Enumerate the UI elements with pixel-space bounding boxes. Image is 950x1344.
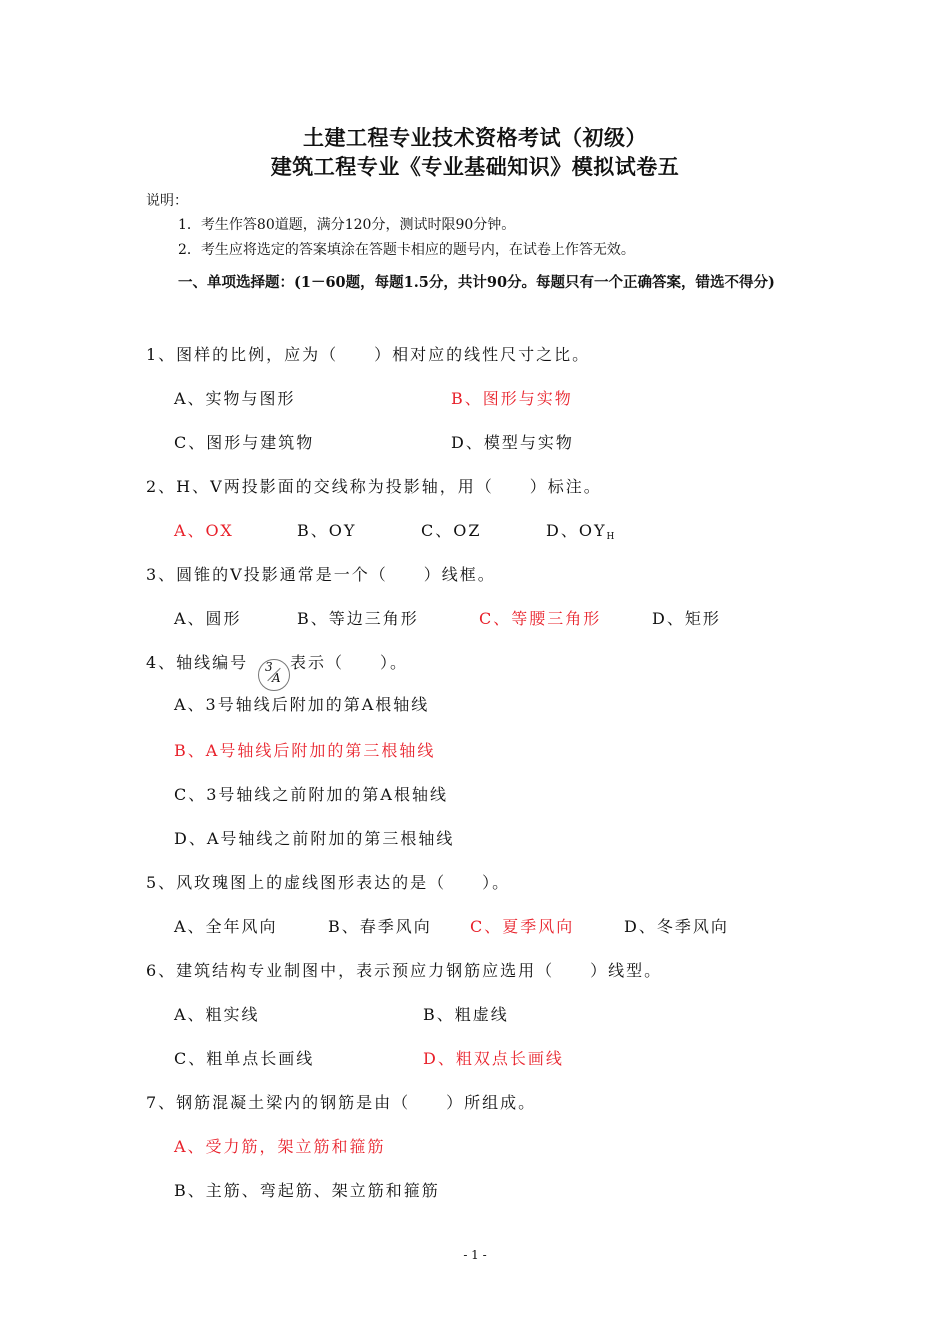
axis-symbol-number: 3 (265, 660, 273, 674)
question-7-option-a: A、受力筋，架立筋和箍筋 (174, 1137, 386, 1156)
exam-subtitle: 建筑工程专业《专业基础知识》模拟试卷五 (270, 154, 680, 179)
note-item: 1．考生作答80道题，满分120分，测试时限90分钟。 (178, 217, 516, 233)
question-6-option-c: C、粗单点长画线 (174, 1049, 315, 1068)
page-number: - 1 - (463, 1248, 487, 1262)
question-7-option-b: B、主筋、弯起筋、架立筋和箍筋 (174, 1181, 440, 1200)
question-1-option-c: C、图形与建筑物 (174, 433, 315, 452)
question-4-option-a: A、3号轴线后附加的第A根轴线 (174, 695, 430, 714)
question-2-option-a: A、OX (174, 521, 234, 540)
question-4-stem-start: 4、轴线编号 (146, 653, 249, 672)
question-5-stem: 5、风玫瑰图上的虚线图形表达的是（ ）。 (146, 873, 511, 892)
question-6-option-d: D、粗双点长画线 (423, 1049, 564, 1068)
section-header: 一、单项选择题：(1－60题，每题1.5分，共计90分。每题只有一个正确答案，错选不得分) (178, 274, 775, 291)
axis-number-symbol (258, 659, 290, 691)
exam-title: 土建工程专业技术资格考试（初级） (303, 125, 647, 150)
question-3-option-c: C、等腰三角形 (479, 609, 602, 628)
question-2-option-d-text: D、OY (546, 521, 607, 540)
question-1-stem: 1、图样的比例，应为（ ）相对应的线性尺寸之比。 (146, 345, 591, 364)
question-6-stem: 6、建筑结构专业制图中，表示预应力钢筋应选用（ ）线型。 (146, 961, 663, 980)
axis-symbol-letter: A (272, 671, 281, 685)
notes-heading: 说明： (146, 193, 188, 209)
question-4-option-b: B、A号轴线后附加的第三根轴线 (174, 741, 436, 760)
question-3-stem: 3、圆锥的V投影通常是一个（ ）线框。 (146, 565, 496, 584)
question-5-option-b: B、春季风向 (328, 917, 432, 936)
note-item: 2．考生应将选定的答案填涂在答题卡相应的题号内，在试卷上作答无效。 (178, 242, 635, 258)
question-5-option-d: D、冬季风向 (624, 917, 729, 936)
question-6-option-a: A、粗实线 (174, 1005, 260, 1024)
question-2-option-d-subscript: H (606, 532, 615, 542)
question-4-option-c: C、3号轴线之前附加的第A根轴线 (174, 785, 448, 804)
question-4-option-d: D、A号轴线之前附加的第三根轴线 (174, 829, 455, 848)
question-5-option-a: A、全年风向 (174, 917, 278, 936)
question-3-option-d: D、矩形 (652, 609, 721, 628)
question-1-option-b: B、图形与实物 (451, 389, 573, 408)
question-1-option-a: A、实物与图形 (174, 389, 296, 408)
question-2-option-c: C、OZ (421, 521, 482, 540)
question-2-stem: 2、H、V两投影面的交线称为投影轴，用（ ）标注。 (146, 477, 602, 496)
question-6-option-b: B、粗虚线 (423, 1005, 509, 1024)
question-1-option-d: D、模型与实物 (451, 433, 574, 452)
question-7-stem: 7、钢筋混凝土梁内的钢筋是由（ ）所组成。 (146, 1093, 537, 1112)
question-4-stem-end: 表示（ ）。 (290, 653, 409, 672)
question-2-option-d (546, 518, 614, 542)
question-3-option-b: B、等边三角形 (297, 609, 419, 628)
question-3-option-a: A、圆形 (174, 609, 242, 628)
question-2-option-b: B、OY (297, 521, 357, 540)
question-5-option-c: C、夏季风向 (470, 917, 575, 936)
